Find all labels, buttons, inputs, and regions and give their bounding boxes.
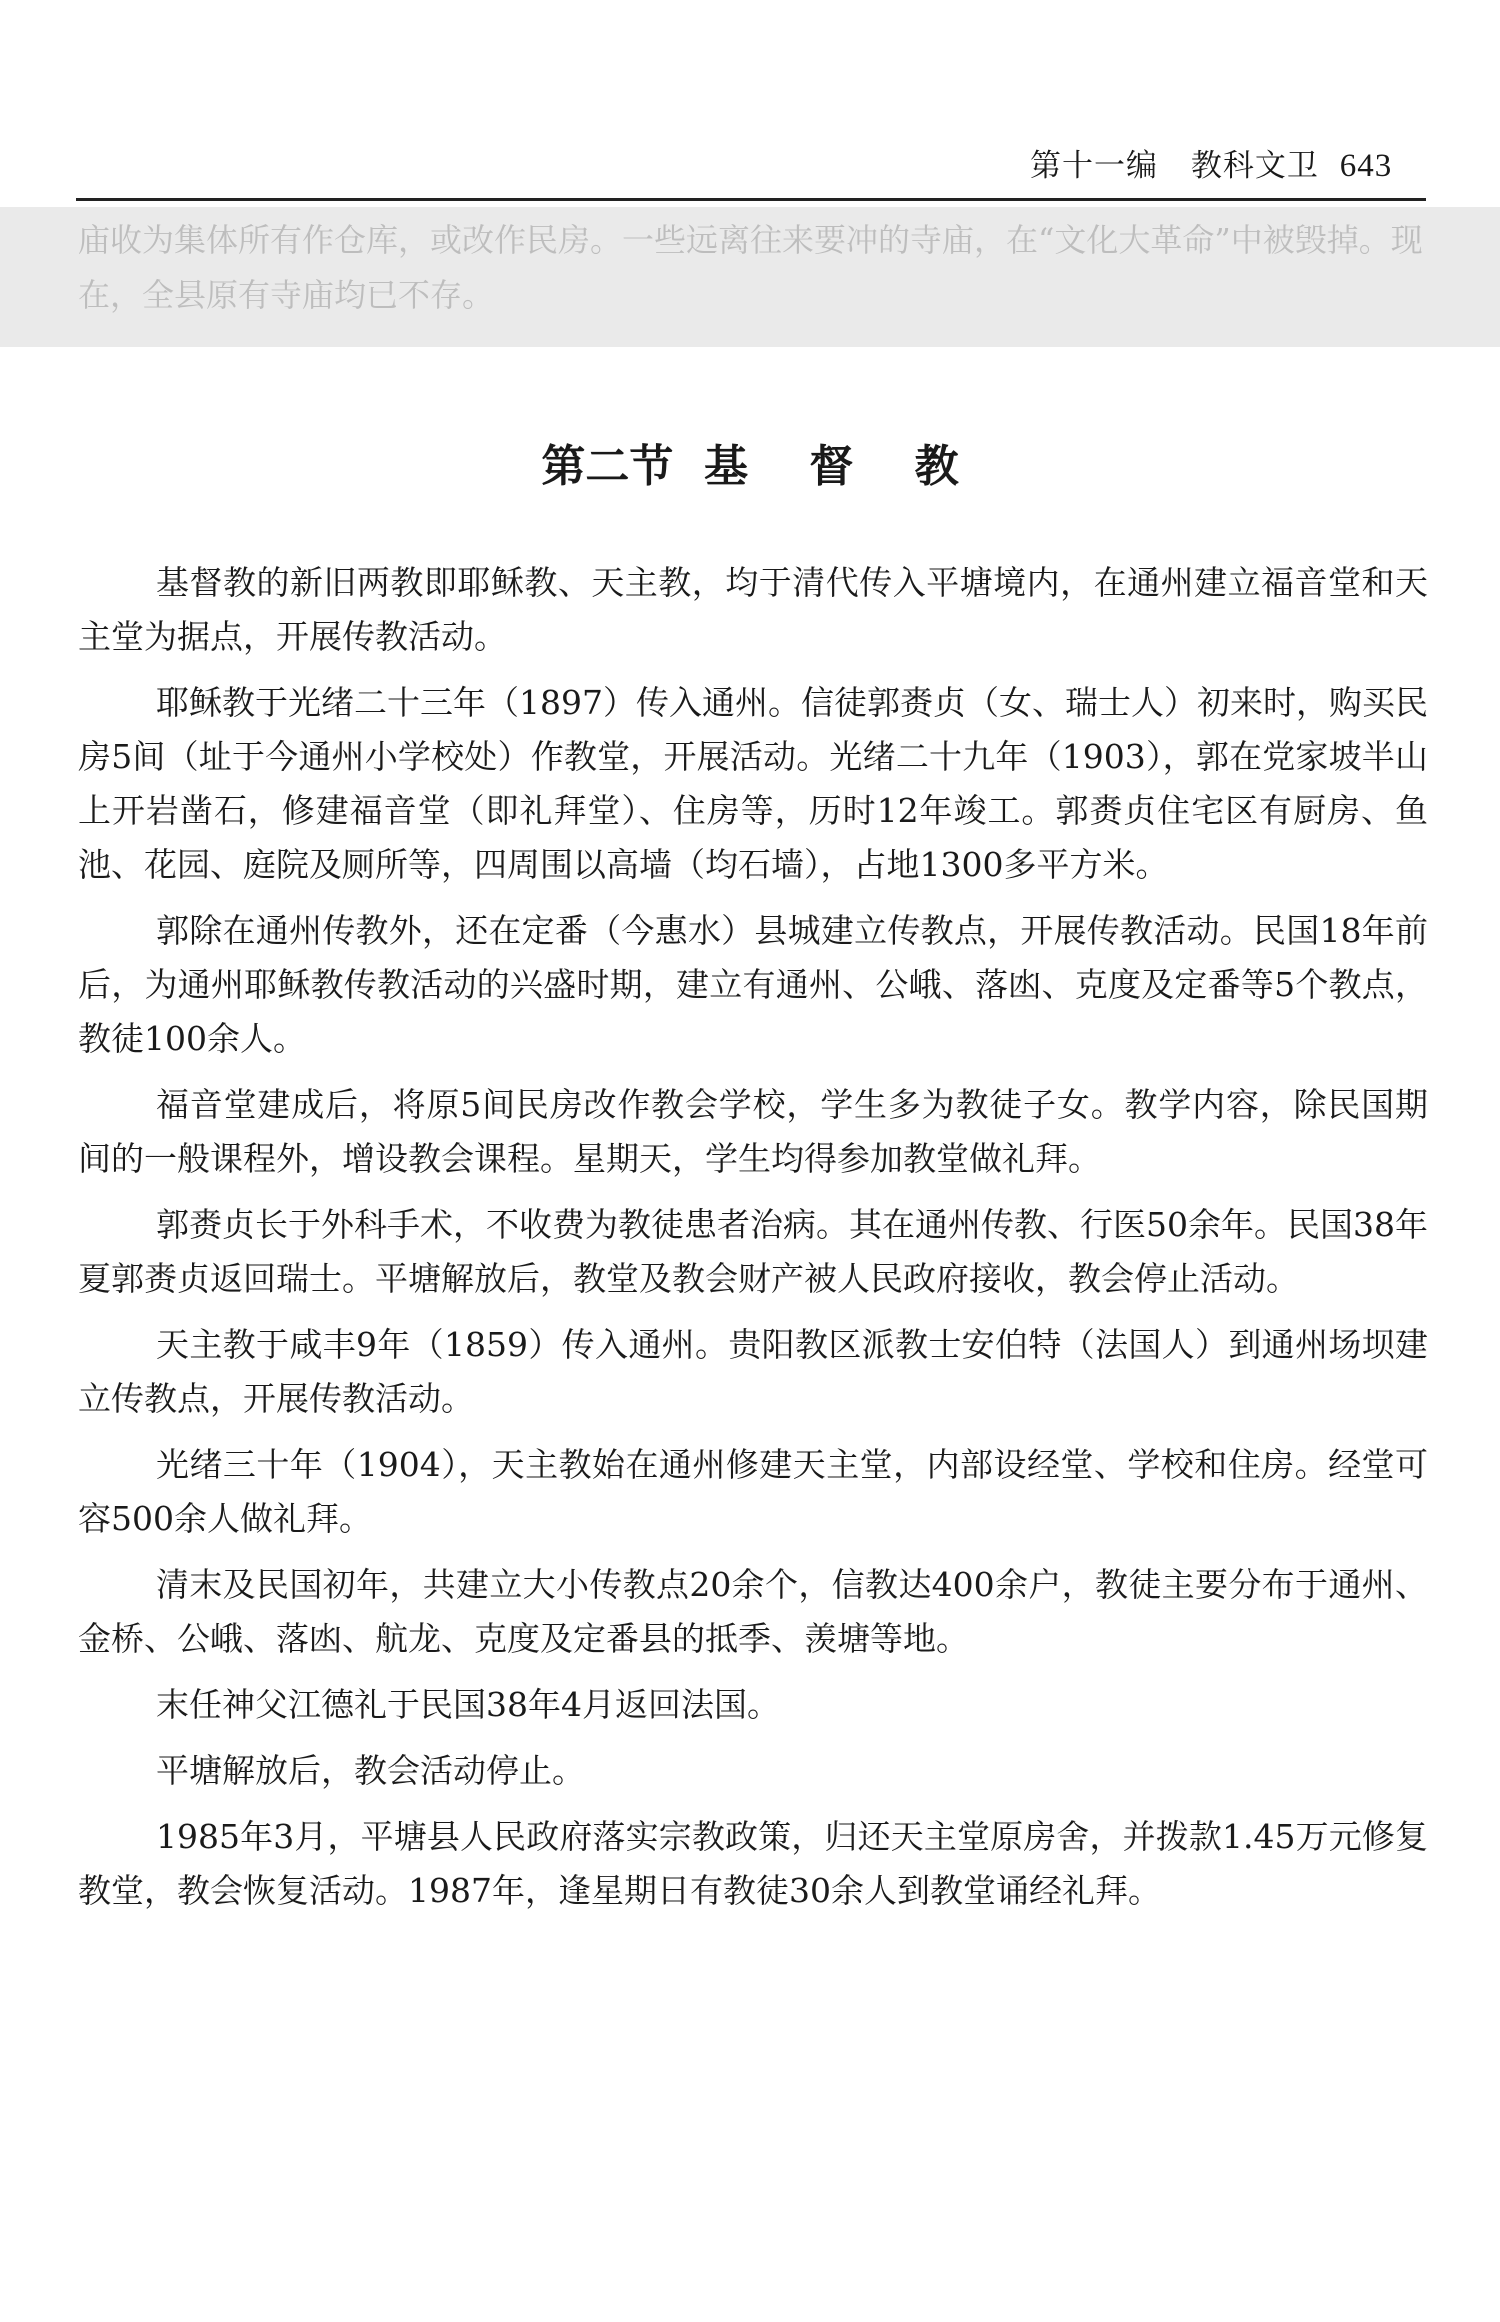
body-text xyxy=(78,556,1428,1930)
carry-over-text: 庙收为集体所有作仓库，或改作民房。一些远离往来要冲的寺庙，在“文化大革命”中被毁掉。现在，全县原有寺庙均已不存。 xyxy=(78,221,1423,314)
paragraph: 清末及民国初年，共建立大小传教点20余个，信教达400余户，教徒主要分布于通州、金桥、公峨、落凼、航龙、克度及定番县的抵季、羡塘等地。 xyxy=(78,1565,1428,1658)
paragraph: 郭除在通州传教外，还在定番（今惠水）县城建立传教点，开展传教活动。民国18年前后，为通州耶稣教传教活动的兴盛时期，建立有通州、公峨、落凼、克度及定番等5个教点，教徒100余人。 xyxy=(78,911,1428,1058)
paragraph: 光绪三十年（1904），天主教始在通州修建天主堂，内部设经堂、学校和住房。经堂可容500余人做礼拜。 xyxy=(78,1445,1428,1538)
paragraph: 福音堂建成后，将原5间民房改作教会学校，学生多为教徒子女。教学内容，除民国期间的一般课程外，增设教会课程。星期天，学生均得参加教堂做礼拜。 xyxy=(78,1085,1428,1178)
running-header xyxy=(1030,140,1392,185)
paragraph: 1985年3月，平塘县人民政府落实宗教政策，归还天主堂原房舍，并拨款1.45万元修复教堂，教会恢复活动。1987年，逢星期日有教徒30余人到教堂诵经礼拜。 xyxy=(78,1817,1428,1910)
paragraph: 平塘解放后，教会活动停止。 xyxy=(156,1751,585,1790)
paragraph: 天主教于咸丰9年（1859）传入通州。贵阳教区派教士安伯特（法国人）到通州场坝建立传教点，开展传教活动。 xyxy=(78,1325,1428,1418)
paragraph: 耶稣教于光绪二十三年（1897）传入通州。信徒郭赉贞（女、瑞士人）初来时，购买民房5间（址于今通州小学校处）作教堂，开展活动。光绪二十九年（1903），郭在党家坡半山上开岩凿石，修建福音堂（即礼拜堂）、住房等，历时12年竣工。郭赉贞住宅区有厨房、鱼池、花园、庭院及厕所等，四周围以高墙（均石墙），占地1300多平方米。 xyxy=(78,683,1428,884)
section-title: 第二节 基 督 教 xyxy=(541,441,959,492)
paragraph: 末任神父江德礼于民国38年4月返回法国。 xyxy=(156,1685,780,1724)
paragraph: 基督教的新旧两教即耶稣教、天主教，均于清代传入平塘境内，在通州建立福音堂和天主堂为据点，开展传教活动。 xyxy=(78,563,1428,656)
header-rule xyxy=(76,198,1426,201)
chapter-label: 教科文卫 xyxy=(1190,148,1319,184)
page-number: 643 xyxy=(1339,148,1393,184)
part-label: 第十一编 xyxy=(1030,148,1158,184)
paragraph: 郭赉贞长于外科手术，不收费为教徒患者治病。其在通州传教、行医50余年。民国38年夏郭赉贞返回瑞士。平塘解放后，教堂及教会财产被人民政府接收，教会停止活动。 xyxy=(78,1205,1428,1298)
